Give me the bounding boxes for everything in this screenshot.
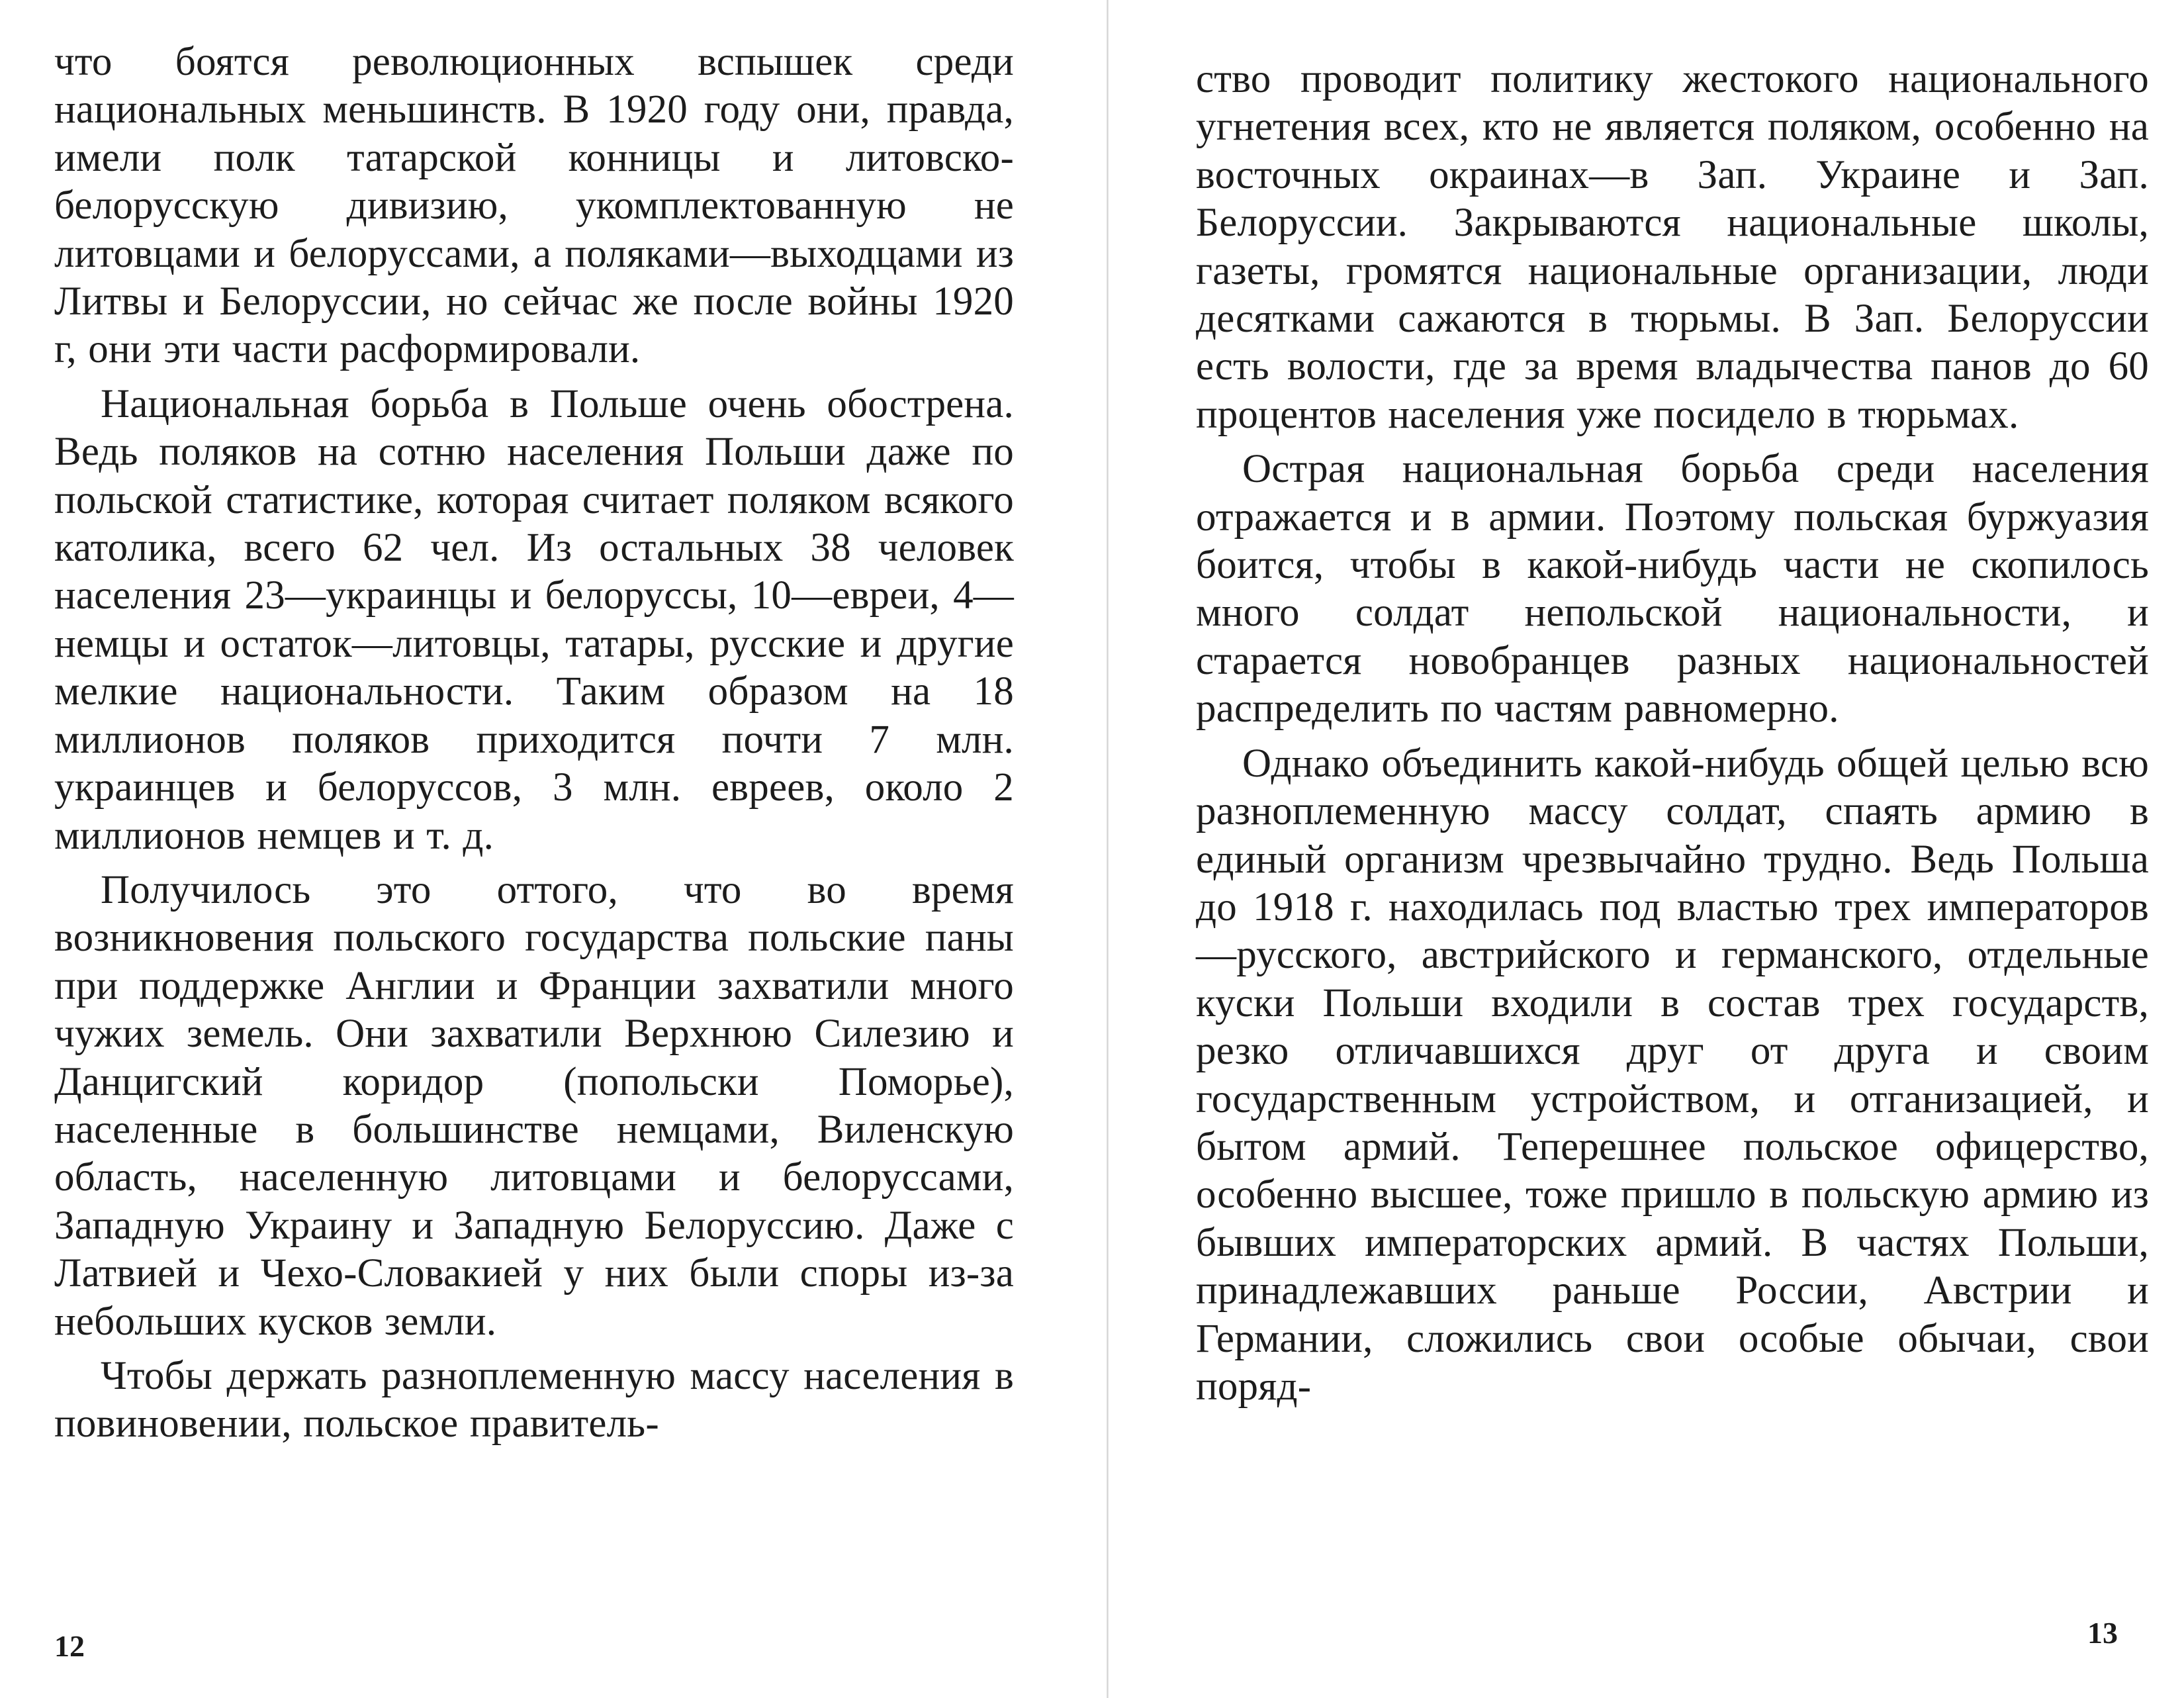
paragraph: Чтобы держать разноплеменную массу населения в повиновении, польское правитель- (54, 1353, 1014, 1446)
paragraph: Однако объединить какой-нибудь общей целью всю разноплеменную массу солдат, спаять армию в единый организм чрезвычайно трудно. Ведь Польша до 1918 г. находилась под властью трех императоров—русского, австрийского и германского, отдельные куски Польши входили в состав трех государств, резко отличавшихся друг от друга и своим государственным устройством, и отганизацией, и бытом армий. Теперешнее польское офицерство, особенно высшее, тоже пришло в польскую армию из бывших императорских армий. В частях Польши, принадлежавших раньше России, Австрии и Германии, сложились свои особые обычаи, свои поряд- (1196, 741, 2149, 1409)
paragraph: ство проводит политику жестокого национального угнетения всех, кто не является поляком, особенно на восточных окраинах—в Зап. Украине и Зап. Белоруссии. Закрываются национальные школы, газеты, громятся национальные организации, люди десятками сажаются в тюрьмы. В Зап. Белоруссии есть волости, где за время владычества панов до 60 процентов населения уже посидело в тюрьмах. (1196, 57, 2149, 437)
left-text-column (54, 38, 1014, 1448)
right-text-column (1196, 56, 2149, 1411)
page-number: 12 (54, 1629, 85, 1663)
paragraph: Получилось это оттого, что во время возникновения польского государства польские паны при поддержке Англии и Франции захватили много чужих земель. Они захватили Верхнюю Силезию и Данцигский коридор (попольски Поморье), населенные в большинстве немцами, Виленскую область, населенную литовцами и белоруссами, Западную Украину и Западную Белоруссию. Даже с Латвией и Чехо-Словакией у них были споры из-за небольших кусков земли. (54, 867, 1014, 1344)
right-page (1109, 0, 2184, 1698)
page-number: 13 (2087, 1616, 2118, 1650)
paragraph: что боятся революционных вспышек среди национальных меньшинств. В 1920 году они, правда, имели полк татарской конницы и литовско-белорусскую дивизию, укомплектованную не литовцами и белоруссами, а поляками—выходцами из Литвы и Белоруссии, но сейчас же после войны 1920 г, они эти части расформировали. (54, 40, 1014, 372)
paragraph: Национальная борьба в Польше очень обострена. Ведь поляков на сотню населения Польши даже по польской статистике, которая считает поляком всякого католика, всего 62 чел. Из остальных 38 человек населения 23—украинцы и белоруссы, 10—евреи, 4—немцы и остаток—литовцы, татары, русские и другие мелкие национальности. Таким образом на 18 миллионов поляков приходится почти 7 млн. украинцев и белоруссов, 3 млн. евреев, около 2 миллионов немцев и т. д. (54, 381, 1014, 858)
paragraph: Острая национальная борьба среди населения отражается и в армии. Поэтому польская буржуазия боится, чтобы в какой-нибудь части не скопилось много солдат непольской национальности, и старается новобранцев разных национальностей распределить по частям равномерно. (1196, 447, 2149, 731)
